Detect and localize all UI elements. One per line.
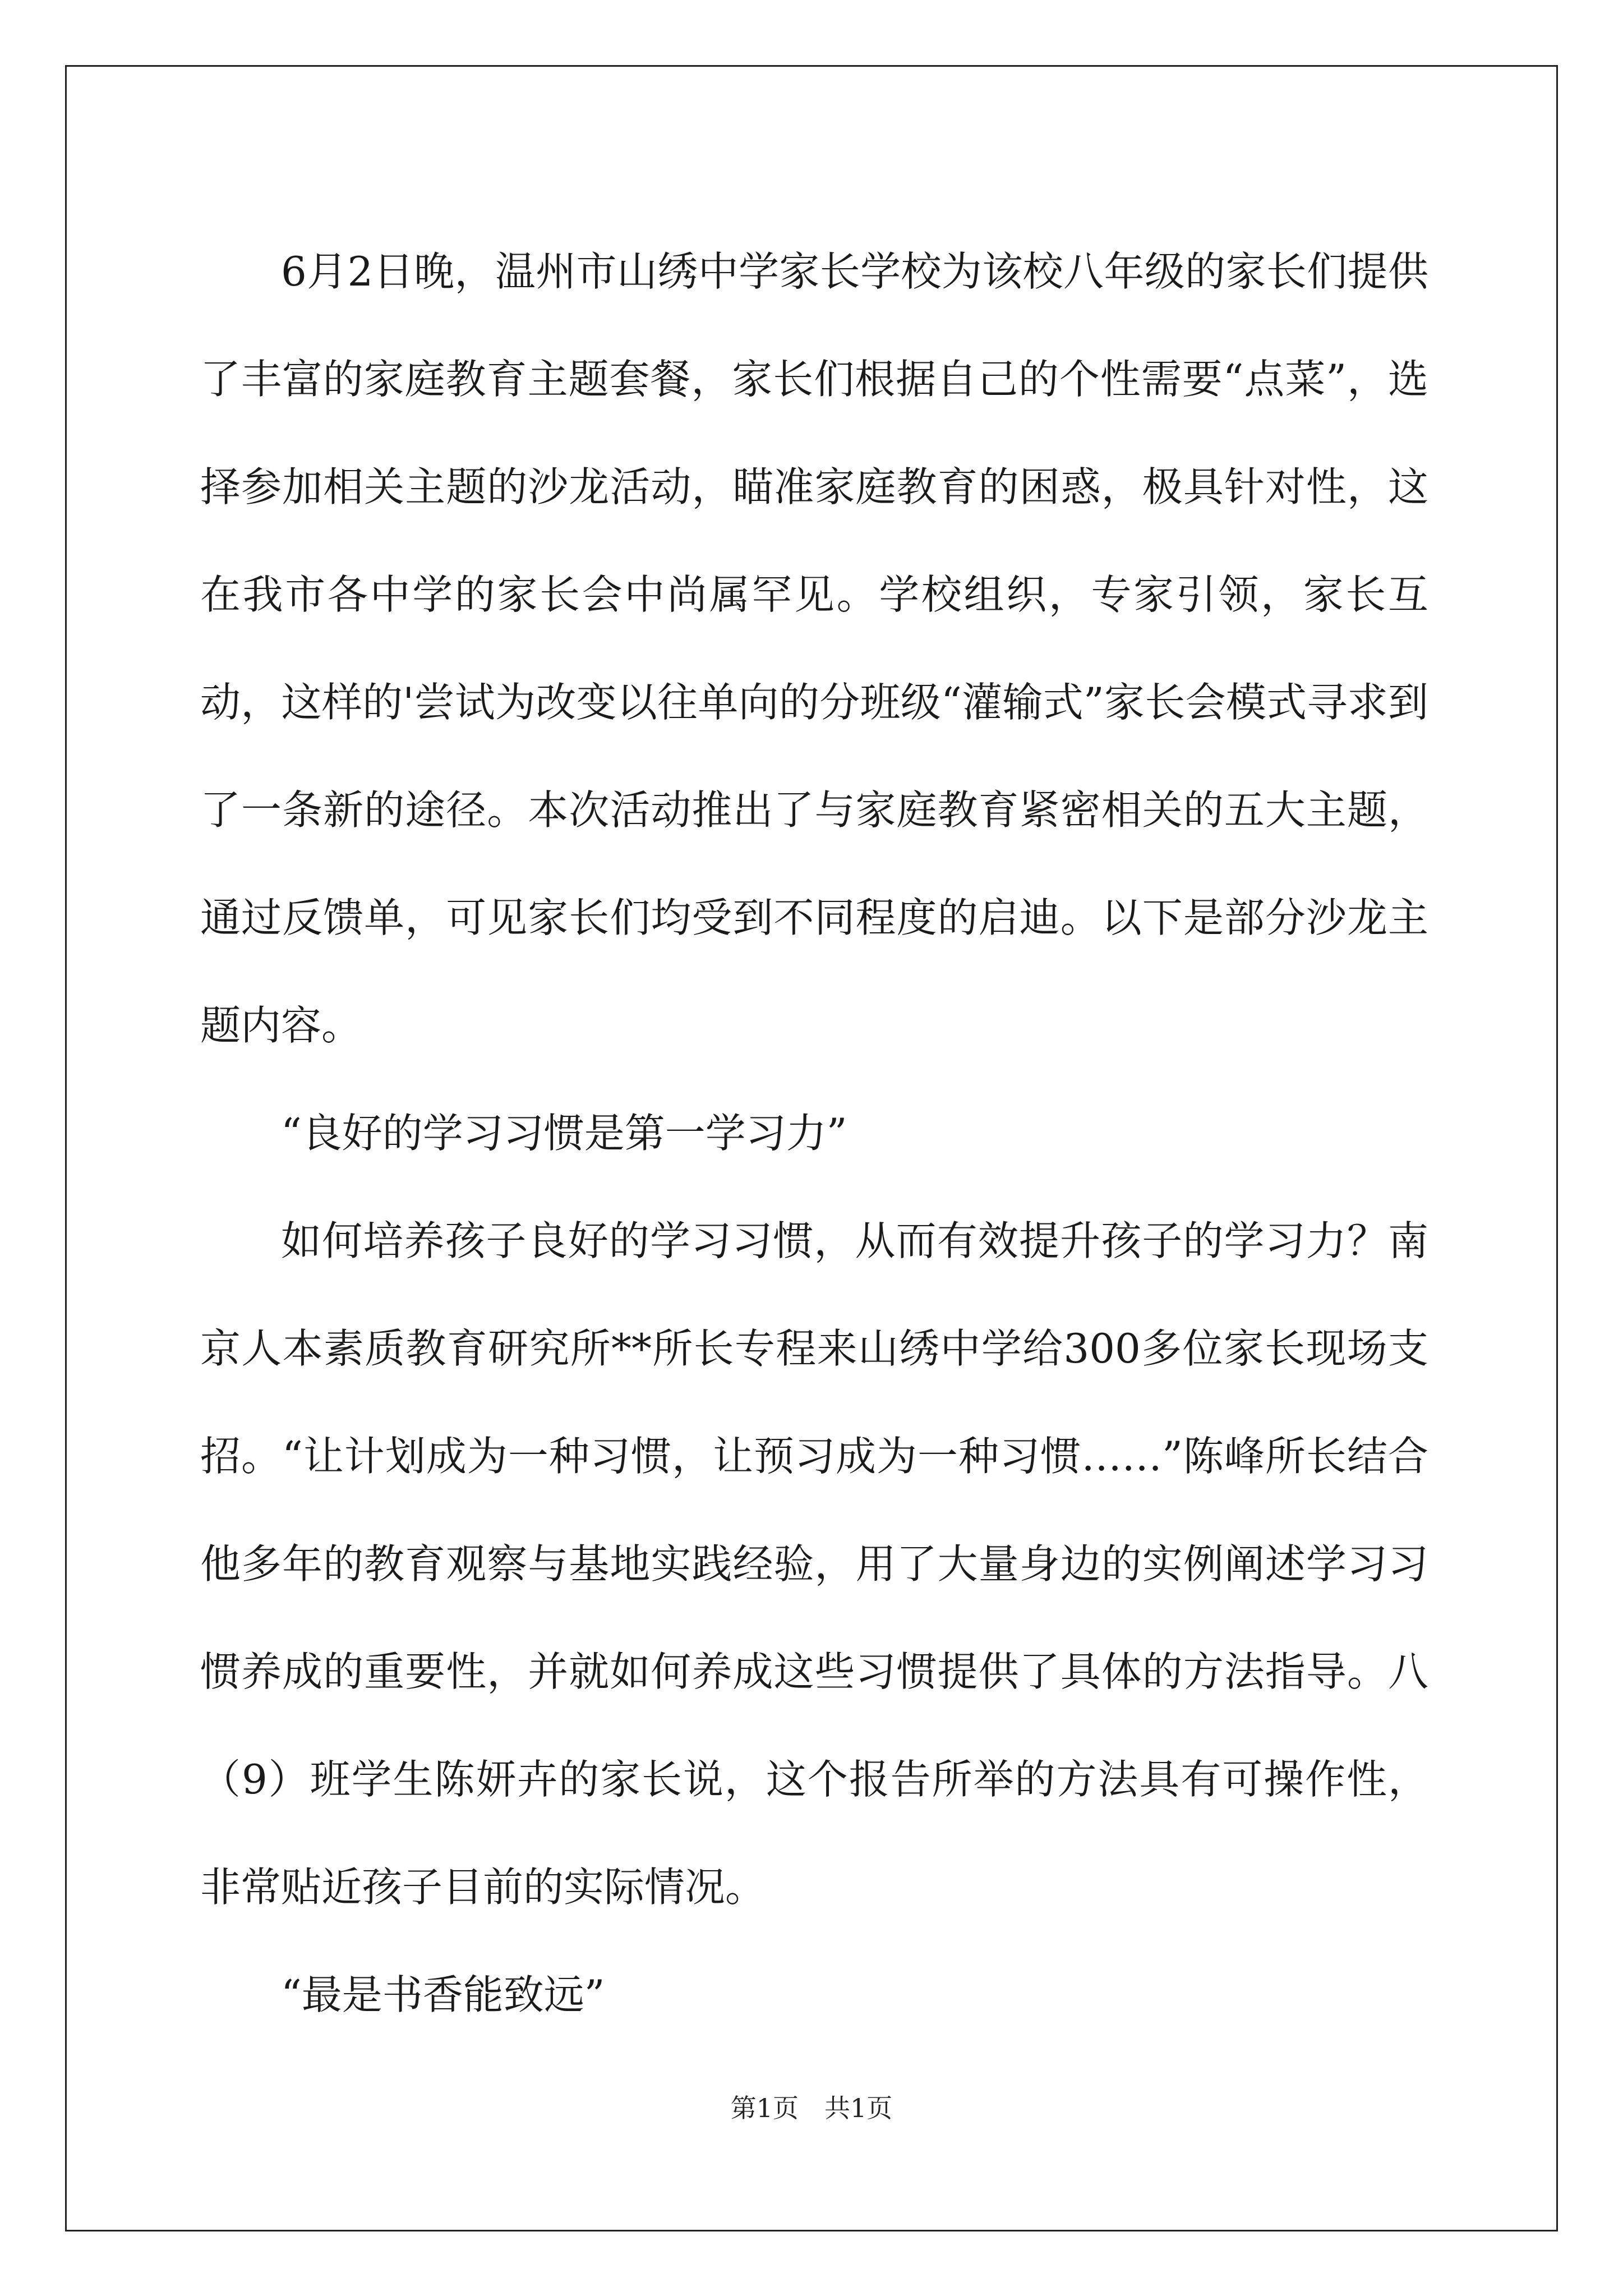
- section-heading-reading: “最是书香能致远”: [281, 1971, 605, 2018]
- paragraph-intro: 6月2日晚，温州市山绣中学家长学校为该校八年级的家长们提供了丰富的家庭教育主题套餐，家长们根据自己的个性需要“点菜”，选择参加相关主题的沙龙活动，瞄准家庭教育的困惑，极具针对性，这在我市各中学的家长会中尚属罕见。学校组织，专家引领，家长互动，这样的'尝试为改变以往单向的分班级“灌输式”家长会模式寻求到了一条新的途径。本次活动推出了与家庭教育紧密相关的五大主题，通过反馈单，可见家长们均受到不同程度的启迪。以下是部分沙龙主题内容。: [200, 248, 1428, 1049]
- section-heading-study-habits: “良好的学习习惯是第一学习力”: [281, 1110, 847, 1157]
- paragraph-study-habits: 如何培养孩子良好的学习习惯，从而有效提升孩子的学习力？南京人本素质教育研究所**所长专程来山绣中学给300多位家长现场支招。“让计划成为一种习惯，让预习成为一种习惯……”陈峰所长结合他多年的教育观察与基地实践经验，用了大量身边的实例阐述学习习惯养成的重要性，并就如何养成这些习惯提供了具体的方法指导。八（9）班学生陈妍卉的家长说，这个报告所举的方法具有可操作性，非常贴近孩子目前的实际情况。: [200, 1217, 1428, 1911]
- page-total: 共1页: [824, 2093, 893, 2123]
- page-footer: [0, 2091, 1623, 2125]
- document-body: [200, 218, 1428, 2049]
- page-number: 第1页: [730, 2093, 799, 2123]
